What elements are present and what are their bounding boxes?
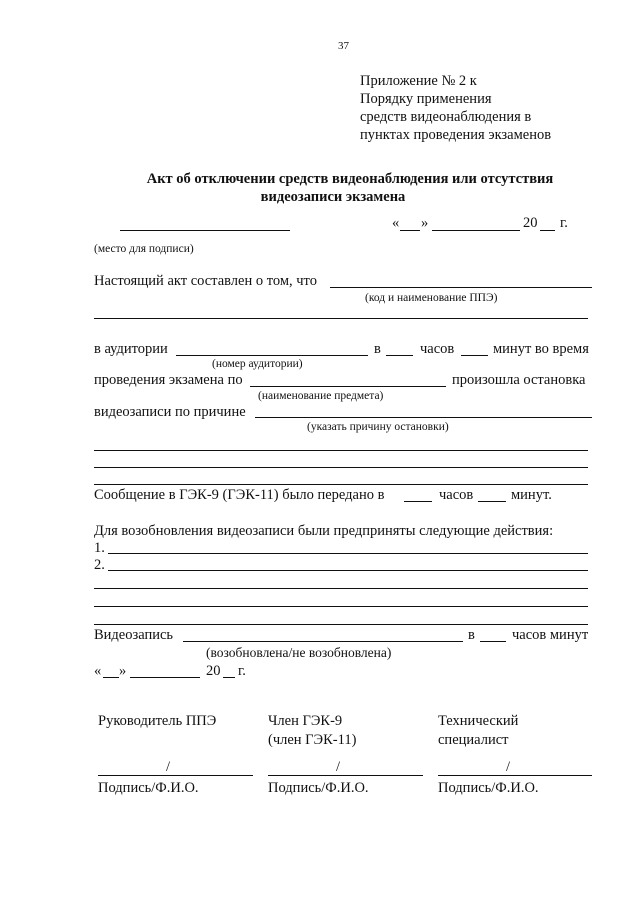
- signature-line-3: [438, 775, 592, 776]
- video-label-text: Видеозапись: [94, 627, 174, 643]
- date-day-line: [400, 230, 420, 231]
- action-line-4: [94, 606, 588, 607]
- room-caption: (номер аудитории): [212, 358, 303, 370]
- date2-month-line: [130, 677, 200, 678]
- place-field-line: [120, 230, 290, 231]
- ppe-caption: (код и наименование ППЭ): [365, 292, 498, 304]
- video-hours-line: [480, 641, 506, 642]
- date-quote-open: «: [392, 215, 400, 231]
- appendix-line-3: средств видеонаблюдения в: [360, 109, 532, 125]
- signature-col2-title-line-1: Член ГЭК-9: [268, 713, 343, 729]
- signature-line-2: [268, 775, 423, 776]
- appendix-line-1: Приложение № 2 к: [360, 73, 477, 89]
- action-item-1-number: 1.: [94, 540, 105, 556]
- date2-quote-close: »: [119, 663, 127, 679]
- date2-day-line: [103, 677, 119, 678]
- subject-caption: (наименование предмета): [258, 390, 384, 402]
- signature-slash-3: /: [506, 759, 511, 775]
- room-field-line: [176, 355, 368, 356]
- exam-by-text: проведения экзамена по: [94, 372, 243, 388]
- hours-field-line: [386, 355, 413, 356]
- message-minutes-text: минут.: [511, 487, 552, 503]
- date-month-line: [432, 230, 520, 231]
- signature-slash-1: /: [166, 759, 171, 775]
- reason-field-line: [255, 417, 592, 418]
- message-text: Сообщение в ГЭК-9 (ГЭК-11) было передано в: [94, 487, 385, 503]
- signature-col2-title-line-2: (член ГЭК-11): [268, 732, 357, 748]
- date-year-prefix: 20: [523, 215, 538, 231]
- document-title-line-1: Акт об отключении средств видеонаблюдения или отсутствия: [146, 171, 554, 187]
- stop-occurred-text: произошла остановка: [452, 372, 586, 388]
- ppe-continuation-line: [94, 318, 588, 319]
- action-item-2-number: 2.: [94, 557, 105, 573]
- date2-quote-open: «: [94, 663, 102, 679]
- signature-slash-2: /: [336, 759, 341, 775]
- page-number: 37: [338, 40, 349, 52]
- date2-year-prefix: 20: [206, 663, 221, 679]
- act-intro-text: Настоящий акт составлен о том, что: [94, 273, 317, 289]
- place-caption: (место для подписи): [94, 243, 194, 255]
- hours-text: часов: [420, 341, 455, 357]
- in-room-text: в аудитории: [94, 341, 168, 357]
- date-year-suffix: г.: [560, 215, 568, 231]
- in-word: в: [374, 341, 381, 357]
- message-hours-line: [404, 501, 432, 502]
- date-year-line: [540, 230, 555, 231]
- date-quote-close: »: [421, 215, 429, 231]
- action-item-1-line: [108, 553, 588, 554]
- minutes-during-text: минут во время: [493, 341, 589, 357]
- resume-caption: (возобновлена/не возобновлена): [206, 645, 392, 660]
- signature-col1-title: Руководитель ППЭ: [98, 713, 217, 729]
- date2-year-line: [223, 677, 235, 678]
- appendix-line-2: Порядку применения: [360, 91, 492, 107]
- video-in-word: в: [468, 627, 475, 643]
- minutes-field-line: [461, 355, 488, 356]
- actions-intro-text: Для возобновления видеозаписи были предприняты следующие действия:: [94, 523, 554, 539]
- signature-col3-title-line-1: Технический: [438, 713, 519, 729]
- video-status-line: [183, 641, 463, 642]
- message-hours-text: часов: [439, 487, 474, 503]
- reason-caption: (указать причину остановки): [307, 421, 449, 433]
- reason-line-2: [94, 450, 588, 451]
- date2-year-suffix: г.: [238, 663, 246, 679]
- video-hours-minutes-text: часов минут: [512, 627, 589, 643]
- reason-line-3: [94, 467, 588, 468]
- signature-caption-1: Подпись/Ф.И.О.: [98, 780, 199, 796]
- action-line-5: [94, 624, 588, 625]
- reason-line-4: [94, 484, 588, 485]
- signature-line-1: [98, 775, 253, 776]
- ppe-field-line: [330, 287, 592, 288]
- signature-caption-2: Подпись/Ф.И.О.: [268, 780, 369, 796]
- signature-col3-title-line-2: специалист: [438, 732, 509, 748]
- subject-field-line: [250, 386, 446, 387]
- action-item-2-line: [108, 570, 588, 571]
- action-line-3: [94, 588, 588, 589]
- video-reason-text: видеозаписи по причине: [94, 404, 246, 420]
- message-minutes-line: [478, 501, 506, 502]
- document-title-line-2: видеозаписи экзамена: [260, 189, 406, 205]
- appendix-line-4: пунктах проведения экзаменов: [360, 127, 552, 143]
- signature-caption-3: Подпись/Ф.И.О.: [438, 780, 539, 796]
